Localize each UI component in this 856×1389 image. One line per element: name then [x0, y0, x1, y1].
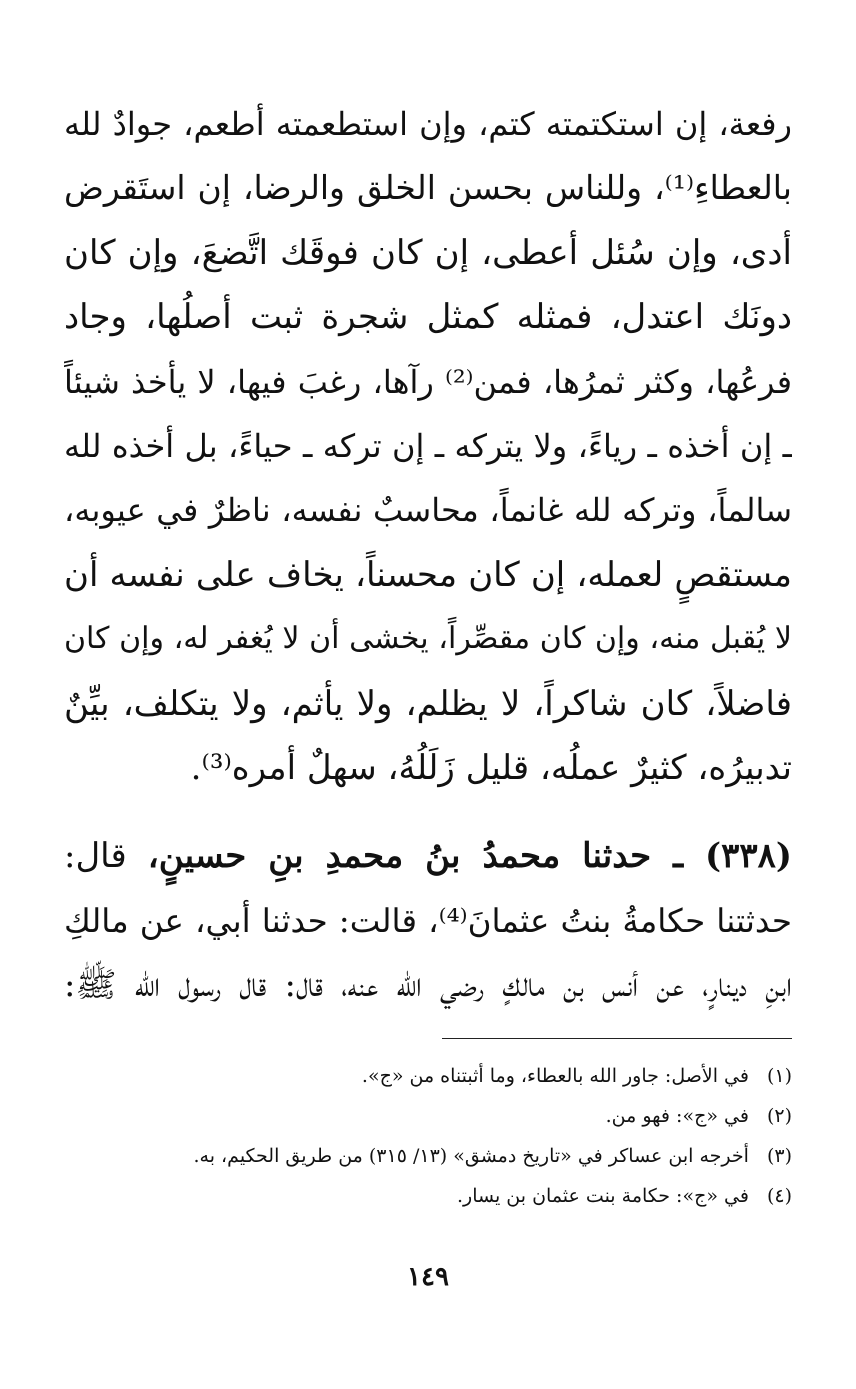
footnote-text: في «ج»: حكامة بنت عثمان بن يسار.	[457, 1185, 749, 1207]
hadith-number: (٣٣٨) ـ حدثنا محمدُ بنُ محمدِ بنِ حسينٍ،	[147, 836, 792, 877]
text-line: ـ إن أخذه ـ رياءً، ولا يتركه ـ إن تركه ـ حياءً، بل أخذه لله	[64, 426, 792, 465]
text-line: حدثتنا حكامةُ بنتُ عثمانَ⁽⁴⁾، قالت: حدثنا أبي، عن مالكِ	[64, 901, 792, 940]
text-line: لا يُقبل منه، وإن كان مقصِّراً، يخشى أن لا يُغفر له، وإن كان	[64, 621, 792, 657]
text-line: مستقصٍ لعمله، إن كان محسناً، يخاف على نفسه أن	[64, 554, 792, 595]
text-line: فرعُها، وكثر ثمرُها، فمن⁽²⁾ رآها، رغبَ فيها، لا يأخذ شيئاً	[64, 362, 792, 401]
main-text	[64, 92, 792, 1017]
footnote-number: (٢)	[766, 1105, 792, 1127]
text-line: سالماً، وتركه لله غانماً، محاسبٌ نفسه، ناظرٌ في عيوبه،	[64, 491, 792, 530]
footnote-number: (١)	[766, 1065, 792, 1087]
footnote	[64, 1136, 792, 1176]
footnote	[64, 1096, 792, 1136]
page-number: ١٤٩	[407, 1262, 449, 1292]
footnote-number: (٤)	[766, 1185, 792, 1207]
footnote-number: (٣)	[766, 1145, 792, 1167]
footnote-divider	[442, 1038, 792, 1039]
footnote-text: في الأصل: جاور الله بالعطاء، وما أثبتناه من «ج».	[361, 1065, 749, 1087]
text-line: ابنِ دينارٍ، عن أنس بن مالكٍ رضي الله عنه، قال: قال رسول الله ﷺ:	[64, 965, 792, 1006]
text-line: تدبيرُه، كثيرٌ عملُه، قليل زَلَلُهُ، سهلٌ أمره⁽³⁾.	[190, 747, 792, 788]
text-line: رفعة، إن استكتمته كتم، وإن استطعمته أطعم، جوادٌ لله	[64, 105, 792, 143]
text-line: دونَك اعتدل، فمثله كمثل شجرة ثبت أصلُها، وجاد	[64, 297, 792, 338]
text-line: بالعطاءِ⁽¹⁾، وللناس بحسن الخلق والرضا، إن استَقرض	[64, 168, 792, 208]
hadith-heading-rest: قال:	[64, 836, 127, 877]
text-line: أدى، وإن سُئل أعطى، إن كان فوقَك اتَّضعَ، وإن كان	[64, 232, 792, 273]
footnote	[64, 1056, 792, 1096]
footnote-text: في «ج»: فهو من.	[605, 1105, 749, 1127]
hadith-heading-line	[64, 824, 792, 888]
footnote	[64, 1176, 792, 1216]
footnote-text: أخرجه ابن عساكر في «تاريخ دمشق» (١٣/ ٣١٥) من طريق الحكيم، به.	[193, 1145, 749, 1167]
text-line: فاضلاً، كان شاكراً، لا يظلم، ولا يأثم، ولا يتكلف، بيِّنٌ	[64, 683, 792, 724]
footnotes	[64, 1056, 792, 1216]
